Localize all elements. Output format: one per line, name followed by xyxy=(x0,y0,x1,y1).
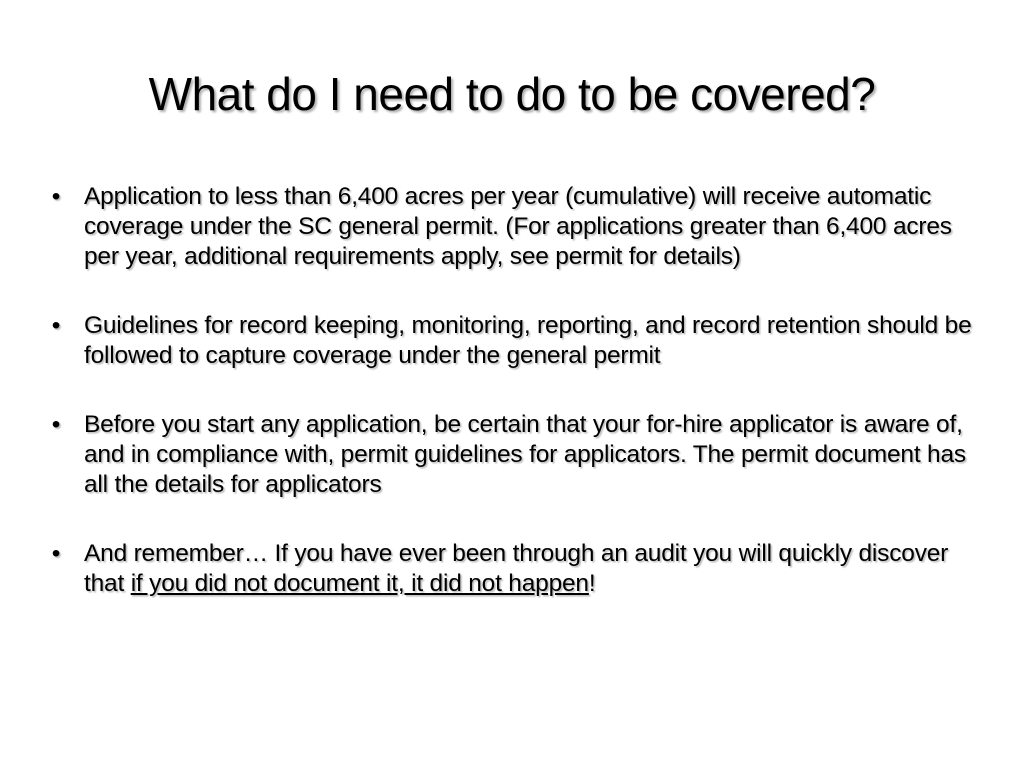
bullet-text: Before you start any application, be certain that your for-hire applicator is aware of, and in compliance with, permit guidelines for applicators. The permit document has all the details for applicators xyxy=(84,411,966,498)
bullet-item xyxy=(46,410,976,500)
bullet-item xyxy=(46,182,976,272)
bullet-text-emphasis: if you did not document it, it did not happen xyxy=(130,570,589,597)
slide-title: What do I need to do to be covered? xyxy=(148,68,876,120)
bullet-icon: • xyxy=(51,411,61,438)
bullet-text-end: ! xyxy=(588,570,596,597)
bullet-text: Guidelines for record keeping, monitoring, reporting, and record retention should be followed to capture coverage under the general permit xyxy=(84,312,972,369)
bullet-text: Application to less than 6,400 acres per year (cumulative) will receive automatic coverage under the SC general permit. (For applications greater than 6,400 acres per year, additional requirements apply, see permit for details) xyxy=(84,183,952,270)
bullet-icon: • xyxy=(51,183,61,210)
bullet-icon: • xyxy=(51,540,61,567)
bullet-item xyxy=(46,539,976,599)
bullet-list xyxy=(46,182,976,599)
bullet-text-lead: And remember… If you have ever been through an audit you will quickly discover that xyxy=(84,540,949,597)
bullet-icon: • xyxy=(51,312,61,339)
bullet-item xyxy=(46,311,976,371)
